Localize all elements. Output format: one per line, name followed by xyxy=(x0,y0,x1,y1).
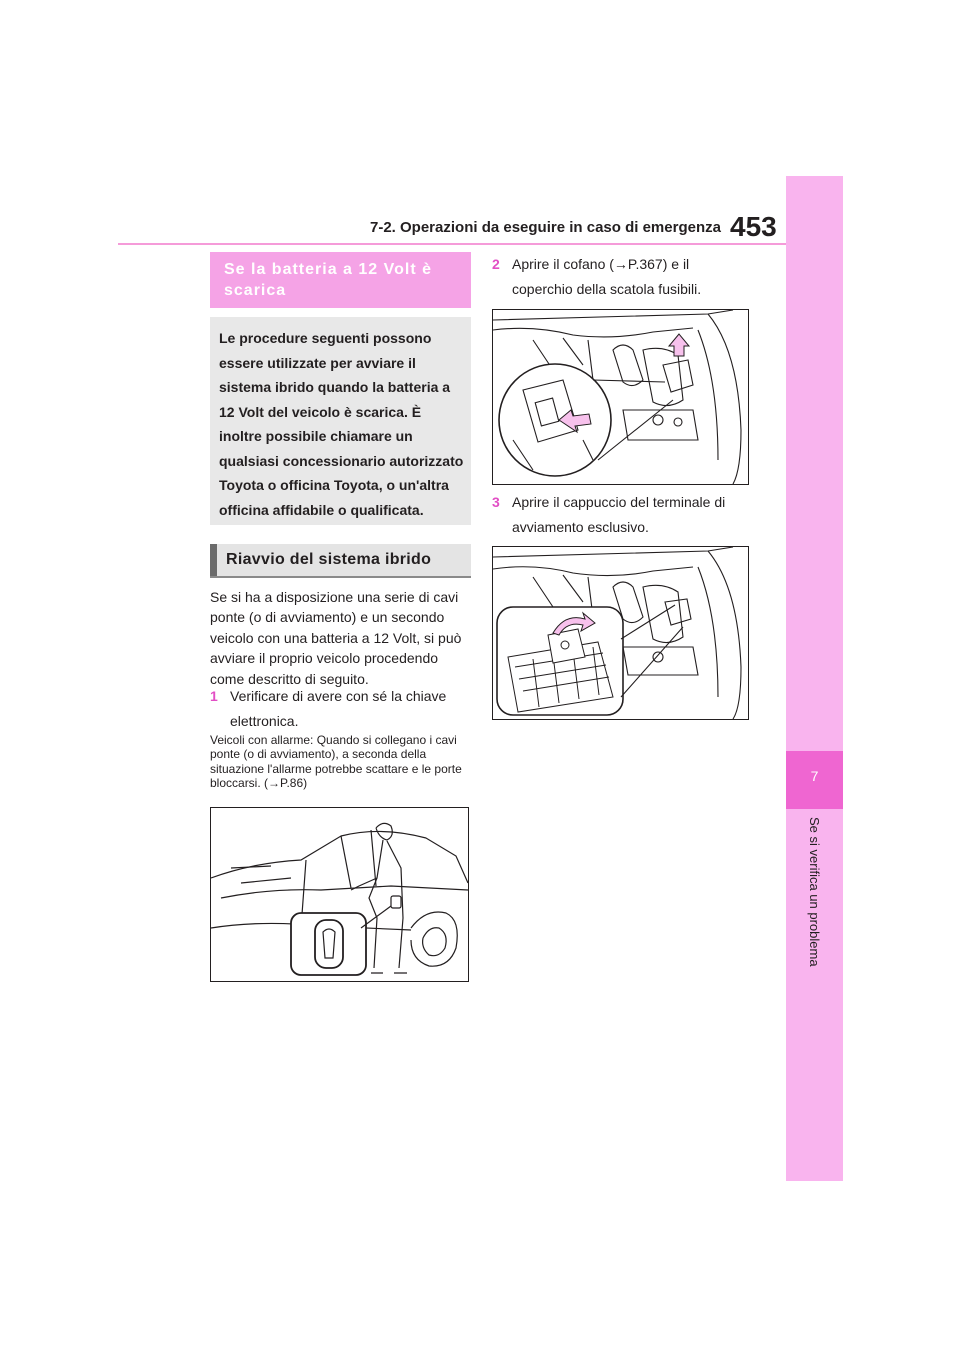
alarm-note: Veicoli con allarme: Quando si collegano i cavi ponte (o di avviamento), a seconda della situazione l'allarme potrebbe scattare e le porte bloccarsi. (→P.86) xyxy=(210,733,462,791)
step-2-number: 2 xyxy=(492,256,500,272)
info-box-text: Le procedure seguenti possono essere utilizzate per avviare il sistema ibrido quando la batteria a 12 Volt del veicolo è scarica. È inoltre possibile chiamare un qualsiasi concessionario autorizzato Toyota o officina Toyota, o un'altra officina affidabile o qualificata. xyxy=(219,330,464,518)
header-section-title: 7-2. Operazioni da eseguire in caso di emergenza xyxy=(370,219,721,236)
fuse-box-inset-frame xyxy=(499,364,611,476)
step-2-text: Aprire il cofano (→P.367) e il coperchio della scatola fusibili. xyxy=(512,256,702,297)
page-number: 453 xyxy=(730,211,777,242)
step-3 xyxy=(492,490,754,540)
section-heading-dead-battery-text: Se la batteria a 12 Volt è scarica xyxy=(224,261,433,299)
illustration-terminal-cap xyxy=(492,546,749,720)
header-divider xyxy=(118,243,788,245)
step-3-number: 3 xyxy=(492,494,500,510)
section-heading-marker xyxy=(210,544,217,576)
car-key-drawing xyxy=(211,808,468,981)
smart-key-icon xyxy=(315,920,343,968)
section-heading-restart-text: Riavvio del sistema ibrido xyxy=(226,551,432,568)
illustration-car-with-smart-key xyxy=(210,807,469,982)
up-arrow-icon xyxy=(669,334,689,356)
step-1-number: 1 xyxy=(210,688,218,704)
step-1-text: Verificare di avere con sé la chiave elettronica. xyxy=(230,688,447,729)
terminal-cap-drawing xyxy=(493,547,748,719)
info-box xyxy=(210,317,471,525)
hood-fuse-box-drawing xyxy=(493,310,748,484)
step-2 xyxy=(492,252,754,302)
section-heading-dead-battery xyxy=(210,252,471,308)
side-tab-chapter-number: 7 xyxy=(810,768,819,784)
illustration-hood-fuse-box xyxy=(492,309,749,485)
step-3-text: Aprire il cappuccio del terminale di avviamento esclusivo. xyxy=(512,494,726,535)
side-tab-chapter-title: Se si verifica un problema xyxy=(807,817,822,967)
section-heading-restart xyxy=(210,544,471,578)
step-1 xyxy=(210,684,472,734)
side-tab-band xyxy=(786,176,843,1181)
intro-paragraph: Se si ha a disposizione una serie di cavi ponte (o di avviamento) e un secondo veicolo con una batteria a 12 Volt, si può avviare il proprio veicolo procedendo come descritto di seguito. xyxy=(210,589,462,687)
